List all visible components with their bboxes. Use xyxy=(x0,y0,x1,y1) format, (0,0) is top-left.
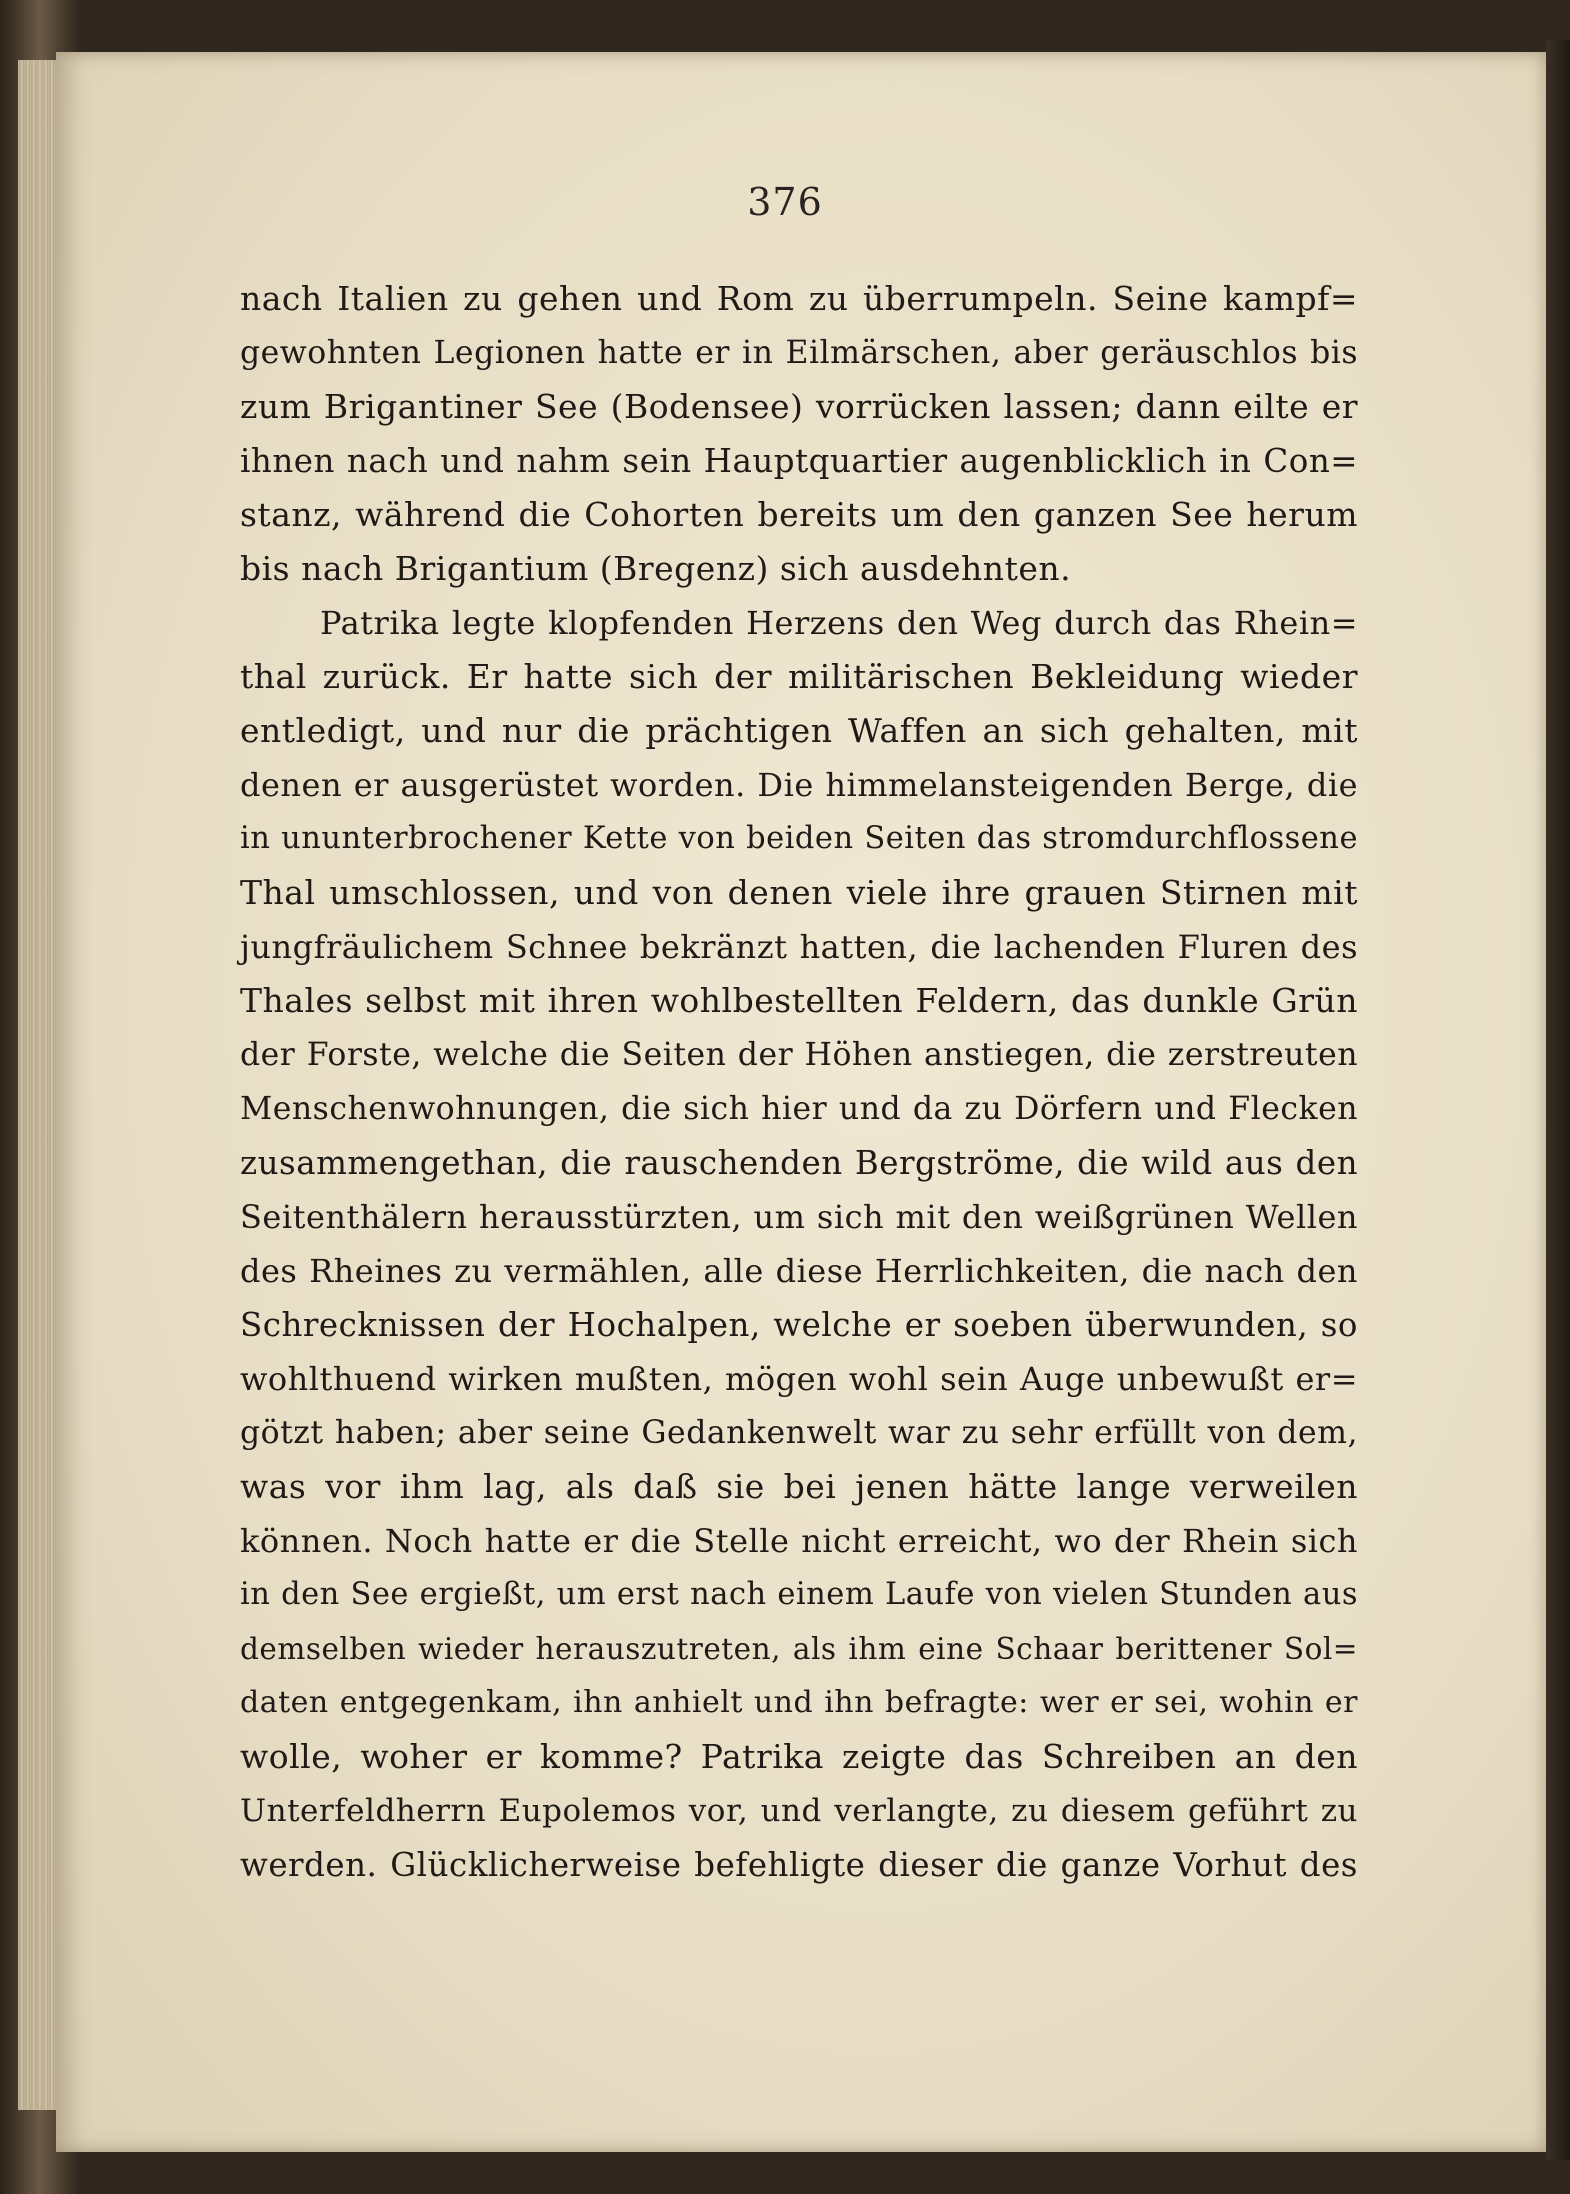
text-line: götzt haben; aber seine Gedankenwelt war zu sehr erfüllt von dem, xyxy=(240,1415,1358,1451)
text-line: stanz, während die Cohorten bereits um den ganzen See herum xyxy=(240,495,1358,534)
text-line: nach Italien zu gehen und Rom zu überrumpeln. Seine kampf= xyxy=(240,279,1358,318)
text-line: Seitenthälern herausstürzten, um sich mit den weißgrünen Wellen xyxy=(240,1198,1358,1236)
text-line: was vor ihm lag, als daß sie bei jenen hätte lange verweilen xyxy=(240,1467,1358,1506)
text-line: der Forste, welche die Seiten der Höhen anstiegen, die zerstreuten xyxy=(240,1037,1358,1073)
text-line: Schrecknissen der Hochalpen, welche er soeben überwunden, so xyxy=(240,1306,1358,1344)
text-line: Menschenwohnungen, die sich hier und da zu Dörfern und Flecken xyxy=(240,1091,1358,1127)
text-line: ihnen nach und nahm sein Hauptquartier augenblicklich in Con= xyxy=(240,442,1358,480)
text-line: gewohnten Legionen hatte er in Eilmärschen, aber geräuschlos bis xyxy=(240,335,1358,371)
text-line: Thales selbst mit ihren wohlbestellten Feldern, das dunkle Grün xyxy=(240,981,1358,1020)
text-line: des Rheines zu vermählen, alle diese Herrlichkeiten, die nach den xyxy=(240,1252,1358,1290)
text-line: Unterfeldherrn Eupolemos vor, und verlangte, zu diesem geführt zu xyxy=(240,1793,1358,1829)
text-line: daten entgegenkam, ihn anhielt und ihn befragte: wer er sei, wohin er xyxy=(240,1685,1358,1720)
text-line: bis nach Brigantium (Bregenz) sich ausdehnten. xyxy=(240,549,1072,588)
text-line: entledigt, und nur die prächtigen Waffen an sich gehalten, mit xyxy=(240,711,1358,750)
text-line: werden. Glücklicherweise befehligte dieser die ganze Vorhut des xyxy=(240,1846,1358,1884)
text-line: Thal umschlossen, und von denen viele ihre grauen Stirnen mit xyxy=(240,873,1358,912)
text-line: zum Brigantiner See (Bodensee) vorrücken lassen; dann eilte er xyxy=(240,387,1358,426)
text-line: wohlthuend wirken mußten, mögen wohl sein Auge unbewußt er= xyxy=(240,1360,1358,1398)
text-line: in ununterbrochener Kette von beiden Seiten das stromdurchflossene xyxy=(240,821,1358,856)
text-line: thal zurück. Er hatte sich der militärischen Bekleidung wieder xyxy=(240,657,1358,696)
book-cover-edge xyxy=(1546,40,1570,2160)
text-line: können. Noch hatte er die Stelle nicht erreicht, wo der Rhein sich xyxy=(240,1522,1358,1560)
text-line: demselben wieder herauszutreten, als ihm eine Schaar berittener Sol= xyxy=(240,1632,1358,1666)
text-line: Patrika legte klopfenden Herzens den Weg durch das Rhein= xyxy=(320,604,1358,642)
text-line: wolle, woher er komme? Patrika zeigte das Schreiben an den xyxy=(240,1737,1358,1776)
text-line: jungfräulichem Schnee bekränzt hatten, die lachenden Fluren des xyxy=(240,928,1358,966)
text-line: denen er ausgerüstet worden. Die himmelansteigenden Berge, die xyxy=(240,766,1358,804)
page-number: 376 xyxy=(747,180,823,224)
text-line: in den See ergießt, um erst nach einem Laufe von vielen Stunden aus xyxy=(240,1577,1358,1612)
text-line: zusammengethan, die rauschenden Bergströme, die wild aus den xyxy=(240,1144,1358,1182)
body-text xyxy=(240,272,1358,1892)
